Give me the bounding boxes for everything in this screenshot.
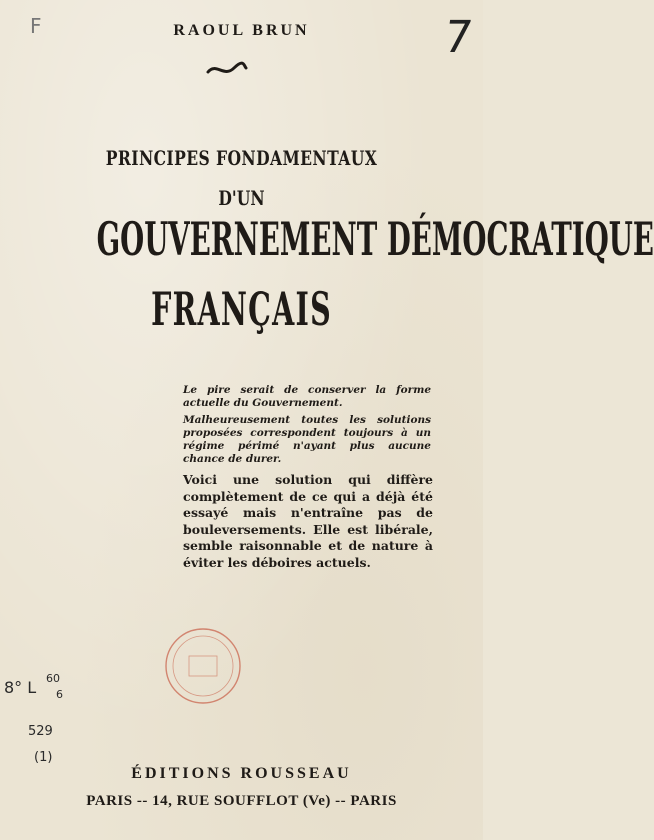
description-paragraph: Voici une solution qui diffère complètement de ce qui a déjà été essayé mais n'entraîne pas de bouleversements. Elle est libérale, semble raisonnable et de nature à éviter les déboires actuels.: [183, 472, 433, 570]
title-line-2: D'UN: [218, 186, 265, 210]
publisher-address: PARIS -- 14, RUE SOUFFLOT (Ve) -- PARIS: [86, 793, 397, 809]
title-line-4: FRANÇAIS: [151, 282, 332, 336]
ornament-swash: [206, 60, 248, 80]
shelfmark-line-3: (1): [34, 750, 53, 765]
handwritten-mark-left: F: [30, 14, 42, 38]
handwritten-mark-right: 7: [440, 12, 476, 63]
epigraph-paragraph-2: Malheureusement toutes les solutions proposées correspondent toujours à un régime périmé n'ayant plus aucune chance de durer.: [183, 414, 431, 465]
shelfmark-line-2: 529: [28, 724, 53, 739]
publisher-name: ÉDITIONS ROUSSEAU: [131, 765, 352, 782]
author-name: RAOUL BRUN: [173, 22, 310, 39]
shelfmark-superscript: 60: [46, 672, 60, 685]
title-line-3: GOUVERNEMENT DÉMOCRATIQUE: [96, 212, 654, 266]
shelfmark: [0, 672, 70, 776]
title-line-1: PRINCIPES FONDAMENTAUX: [105, 146, 378, 170]
shelfmark-line-1: 8° L: [4, 678, 37, 697]
shelfmark-subscript: 6: [56, 688, 63, 701]
epigraph-paragraph-1: Le pire serait de conserver la forme actuelle du Gouvernement.: [183, 384, 431, 409]
library-stamp: [163, 626, 243, 706]
